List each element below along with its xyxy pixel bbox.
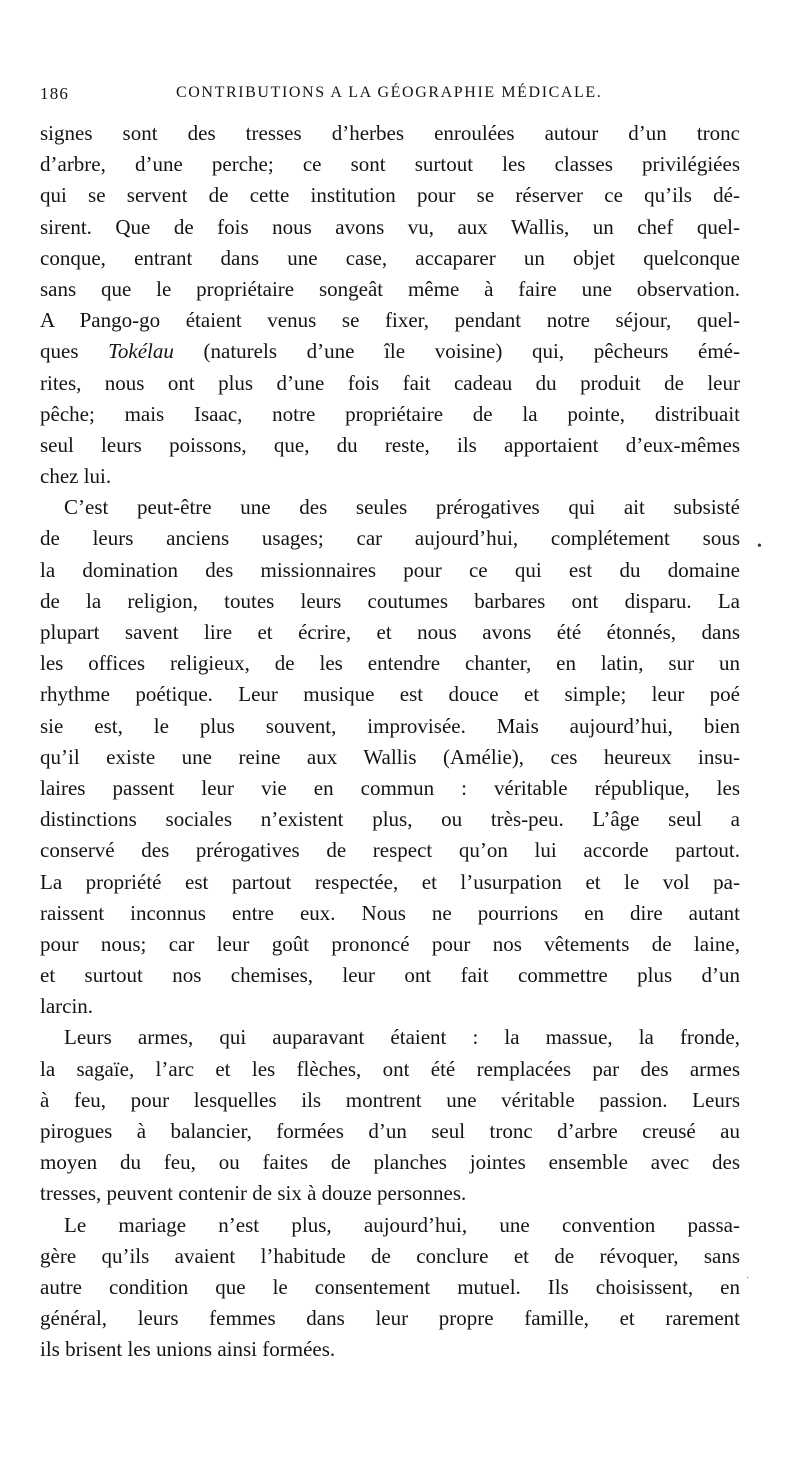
body-text	[40, 118, 740, 1366]
text-line: les offices religieux, de les entendre chanter, en latin, sur un	[40, 651, 740, 676]
text-line: autre condition que le consentement mutuel. Ils choisissent, en	[40, 1274, 740, 1299]
text-line: raissent inconnus entre eux. Nous ne pourrions en dire autant	[40, 900, 740, 925]
text-line: Leurs armes, qui auparavant étaient : la massue, la fronde,	[64, 1025, 740, 1050]
line-text: ques	[40, 339, 109, 364]
margin-mark: •	[757, 539, 762, 554]
text-line: seul leurs poissons, que, du reste, ils apportaient d’eux-mêmes	[40, 432, 740, 457]
text-line: larcin.	[40, 994, 94, 1019]
text-line: pêche; mais Isaac, notre propriétaire de la pointe, distribuait	[40, 401, 740, 426]
text-line: à feu, pour lesquelles ils montrent une véritable passion. Leurs	[40, 1087, 740, 1112]
text-line: de la religion, toutes leurs coutumes barbares ont disparu. La	[40, 588, 740, 613]
text-line: de leurs anciens usages; car aujourd’hui, complétement sous	[40, 526, 740, 551]
text-line: d’arbre, d’une perche; ce sont surtout les classes privilégiées	[40, 152, 740, 177]
text-line: La propriété est partout respectée, et l’usurpation et le vol pa-	[40, 869, 740, 894]
text-line: pour nous; car leur goût prononcé pour nos vêtements de laine,	[40, 931, 740, 956]
text-line: Le mariage n’est plus, aujourd’hui, une convention passa-	[64, 1212, 740, 1237]
text-line: et surtout nos chemises, leur ont fait commettre plus d’un	[40, 963, 740, 988]
page-header	[40, 84, 740, 114]
text-line: conservé des prérogatives de respect qu’on lui accorde partout.	[40, 838, 740, 863]
text-line: distinctions sociales n’existent plus, ou très-peu. L’âge seul a	[40, 807, 740, 832]
text-line: laires passent leur vie en commun : véritable république, les	[40, 775, 740, 800]
text-line: général, leurs femmes dans leur propre famille, et rarement	[40, 1306, 740, 1331]
text-line: qu’il existe une reine aux Wallis (Amélie), ces heureux insu-	[40, 744, 740, 769]
text-line: rhythme poétique. Leur musique est douce et simple; leur poé	[40, 682, 740, 707]
text-line: qui se servent de cette institution pour se réserver ce qu’ils dé-	[40, 183, 740, 208]
italic-term: Tokélau	[108, 339, 174, 364]
text-line: pirogues à balancier, formées d’un seul tronc d’arbre creusé au	[40, 1119, 740, 1143]
running-title: CONTRIBUTIONS A LA GÉOGRAPHIE MÉDICALE.	[176, 84, 603, 101]
text-line	[40, 336, 740, 367]
text-line: C’est peut-être une des seules prérogatives qui ait subsisté	[64, 495, 740, 520]
text-line: moyen du feu, ou faites de planches jointes ensemble avec des	[40, 1150, 740, 1175]
text-line: la domination des missionnaires pour ce qui est du domaine	[40, 557, 740, 582]
margin-mark: ·	[746, 1273, 750, 1284]
text-line: la sagaïe, l’arc et les flèches, ont été remplacées par des armes	[40, 1056, 740, 1081]
text-line: sirent. Que de fois nous avons vu, aux Wallis, un chef quel-	[40, 214, 740, 239]
text-line: rites, nous ont plus d’une fois fait cadeau du produit de leur	[40, 370, 740, 395]
text-line: tresses, peuvent contenir de six à douze personnes.	[40, 1181, 467, 1206]
text-line: gère qu’ils avaient l’habitude de conclure et de révoquer, sans	[40, 1243, 740, 1268]
text-line: sans que le propriétaire songeât même à faire une observation.	[40, 276, 740, 301]
text-line: A Pango-go étaient venus se fixer, pendant notre séjour, quel-	[40, 308, 740, 333]
page-number: 186	[40, 84, 70, 103]
text-line: sie est, le plus souvent, improvisée. Mais aujourd’hui, bien	[40, 713, 740, 738]
text-line: conque, entrant dans une case, accaparer un objet quelconque	[40, 245, 740, 270]
text-line: plupart savent lire et écrire, et nous avons été étonnés, dans	[40, 620, 740, 644]
text-line: signes sont des tresses d’herbes enroulées autour d’un tronc	[40, 121, 740, 145]
text-line: ils brisent les unions ainsi formées.	[40, 1337, 336, 1362]
line-text: (naturels d’une île voisine) qui, pêcheurs émé-	[173, 339, 740, 364]
text-line: chez lui.	[40, 464, 112, 489]
